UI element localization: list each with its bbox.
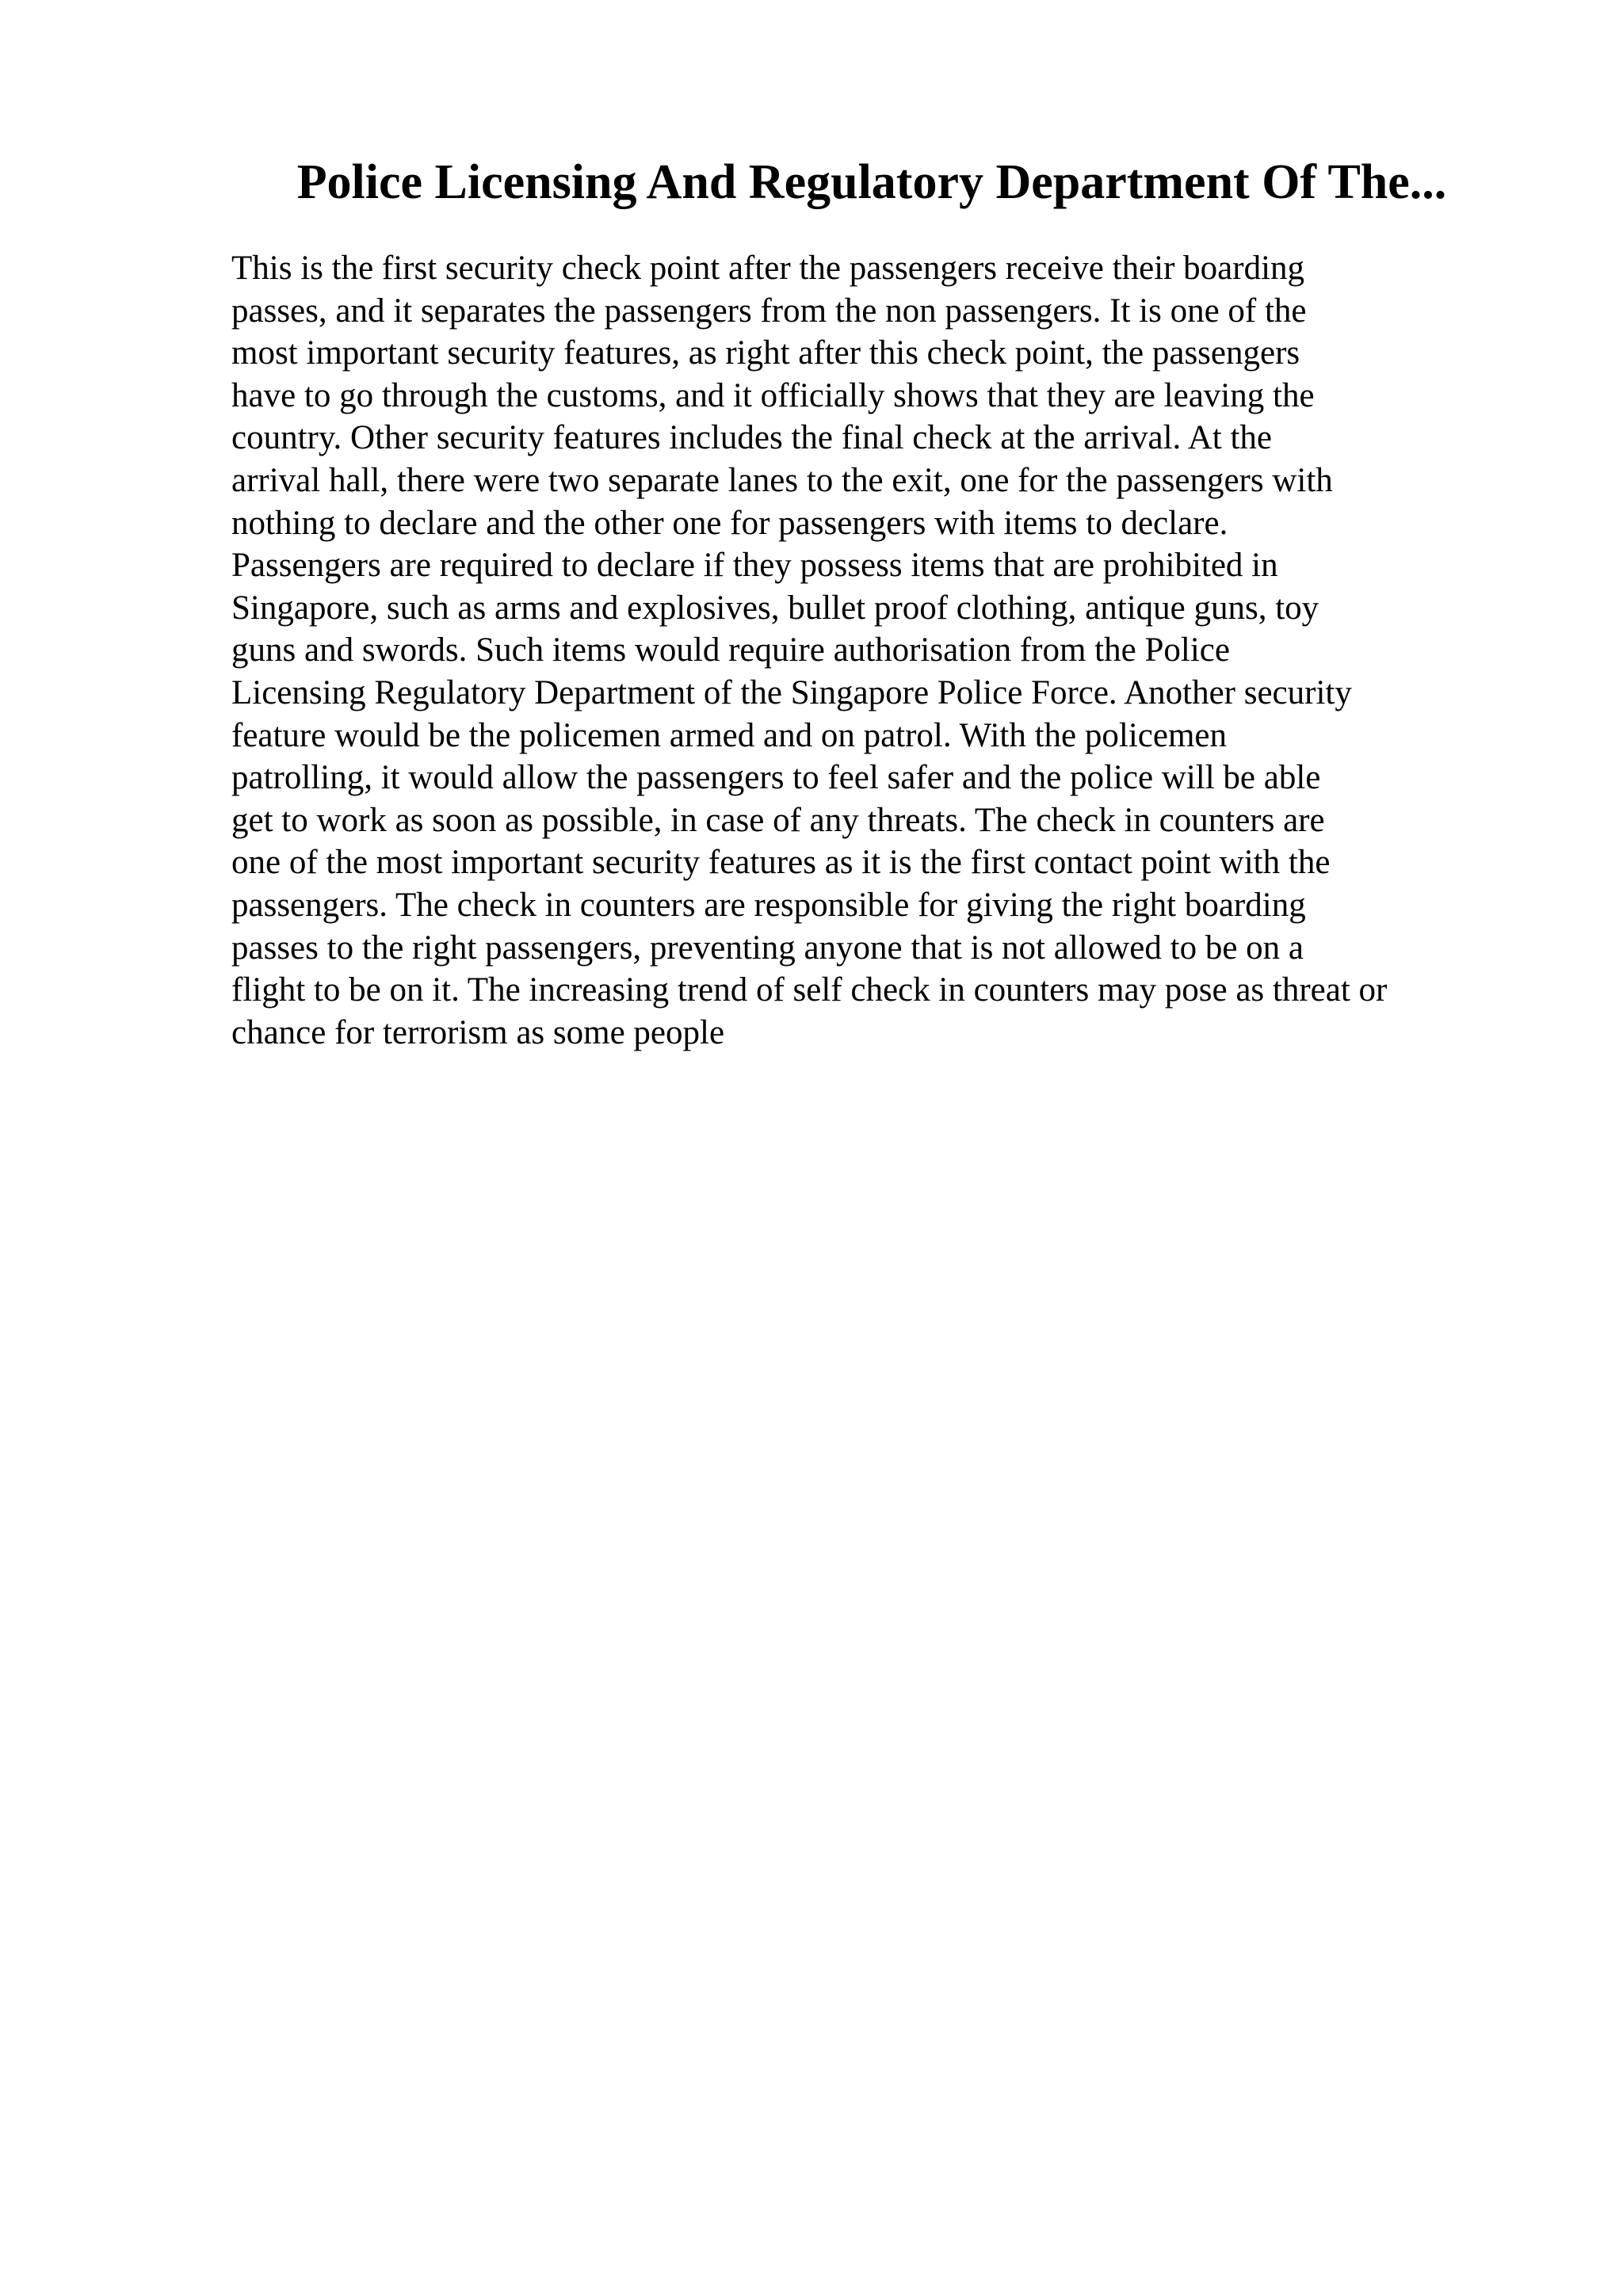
body-line: passes to the right passengers, preventing anyone that is not allowed to be on a [231,929,1304,967]
body-line: get to work as soon as possible, in case of any threats. The check in counters are [231,801,1325,839]
body-line: one of the most important security features as it is the first contact point with the [231,844,1331,882]
body-line: passengers. The check in counters are responsible for giving the right boarding [231,886,1306,924]
body-line: feature would be the policemen armed and on patrol. With the policemen [231,716,1227,754]
document-body [231,247,1515,1054]
body-line: have to go through the customs, and it officially shows that they are leaving the [231,376,1315,414]
body-line: flight to be on it. The increasing trend of self check in counters may pose as threat or [231,971,1388,1009]
document-title: Police Licensing And Regulatory Department Of The... [296,155,1447,209]
body-line: Licensing Regulatory Department of the Singapore Police Force. Another security [231,673,1352,711]
body-line: patrolling, it would allow the passengers to feel safer and the police will be able [231,759,1321,797]
body-line: This is the first security check point after the passengers receive their boarding [231,250,1305,287]
body-line: country. Other security features includes the final check at the arrival. At the [231,419,1272,457]
body-line: Singapore, such as arms and explosives, bullet proof clothing, antique guns, toy [231,589,1319,627]
body-line: most important security features, as right after this check point, the passengers [231,334,1300,372]
body-line: guns and swords. Such items would require authorisation from the Police [231,631,1230,669]
body-line: chance for terrorism as some people [231,1013,725,1051]
body-line: arrival hall, there were two separate lanes to the exit, one for the passengers with [231,461,1333,499]
body-line: Passengers are required to declare if they possess items that are prohibited in [231,547,1278,585]
body-line: nothing to declare and the other one for passengers with items to declare. [231,504,1228,542]
body-line: passes, and it separates the passengers from the non passengers. It is one of the [231,292,1307,330]
